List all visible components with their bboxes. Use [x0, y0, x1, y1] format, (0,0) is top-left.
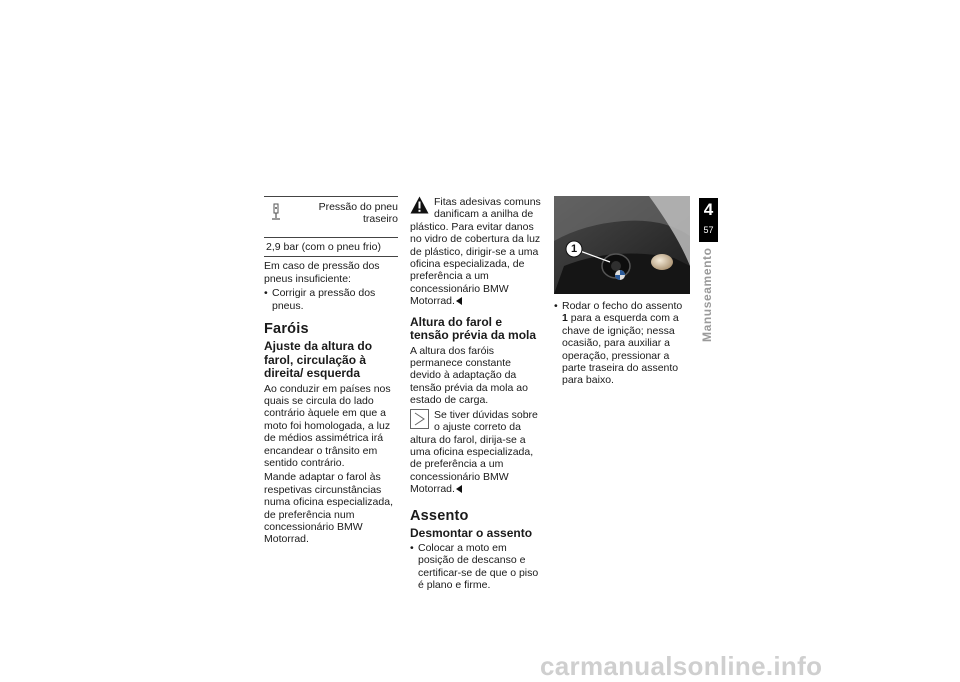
warning-block [410, 196, 543, 308]
end-marker-icon [456, 485, 462, 493]
end-marker-icon [456, 297, 462, 305]
watermark: carmanualsonline.info [540, 651, 823, 681]
chapter-number: 4 [703, 200, 714, 219]
paragraph: Mande adaptar o farol às respetivas circunstâncias numa oficina especializada, de preferência num concessionário BMW Motorrad. [264, 471, 393, 546]
paragraph: A altura dos faróis permanece constante devido à adaptação da tensão prévia da mola ao estado de carga. [410, 344, 528, 407]
chapter-tab [699, 198, 718, 242]
bullet-item [554, 300, 690, 387]
note-text: Se tiver dúvidas sobre o ajuste correto da altura do farol, dirija-se a uma oficina especializada, de preferência a um concessionário BMW Motorrad. [410, 408, 538, 496]
bullet-text: Rodar o fecho do assento [562, 300, 683, 312]
subsection-title-ajuste: Ajuste da altura do farol, circulação à direita/ esquerda [264, 339, 373, 381]
section-title-farois: Faróis [264, 321, 309, 338]
subsection-title-desmontar: Desmontar o assento [410, 525, 533, 540]
bullet-item: • Colocar a moto em posição de descanso e certificar-se de que o piso é plano e firme. [410, 542, 543, 592]
warning-triangle-icon [410, 196, 429, 217]
note-block [410, 409, 543, 496]
paragraph: Em caso de pressão dos pneus insuficiente: [264, 260, 380, 285]
spec-label: Pressão do pneu traseiro [318, 201, 398, 226]
note-arrow-icon [410, 409, 429, 432]
spec-value: 2,9 bar (com o pneu frio) [266, 241, 381, 253]
column-right [554, 196, 690, 389]
bullet-text: para a esquerda com a chave de ignição; nessa ocasião, para auxiliar a operação, pressionar a parte traseira do assento para baixo. [562, 312, 679, 387]
paragraph: Ao conduzir em países nos quais se circula do lado contrário àquele em que a moto foi homologada, a luz de médios assimétrica irá encandear o trânsito em sentido contrário. [264, 382, 391, 469]
seat-lock-photo [554, 196, 690, 294]
bullet-item: • Corrigir a pressão dos pneus. [264, 287, 398, 312]
column-left [264, 196, 398, 548]
warning-text: Fitas adesivas comuns danificam a anilha de plástico. Para evitar danos no vidro de cobertura da luz de plástico, dirigir-se a uma oficina especializada, de preferência a um concessionário BMW Motorrad. [410, 196, 541, 308]
tire-pressure-icon [264, 199, 288, 231]
chapter-title: Manuseamento [700, 247, 714, 342]
reference-number: 1 [562, 312, 568, 325]
spec-table-row [264, 197, 398, 238]
section-title-assento: Assento [410, 507, 469, 524]
column-middle [410, 196, 543, 594]
page-number: 57 [703, 225, 714, 235]
photo-callout-1: 1 [570, 243, 578, 255]
spec-table [264, 196, 398, 257]
subsection-title-altura: Altura do farol e tensão prévia da mola [410, 314, 537, 343]
